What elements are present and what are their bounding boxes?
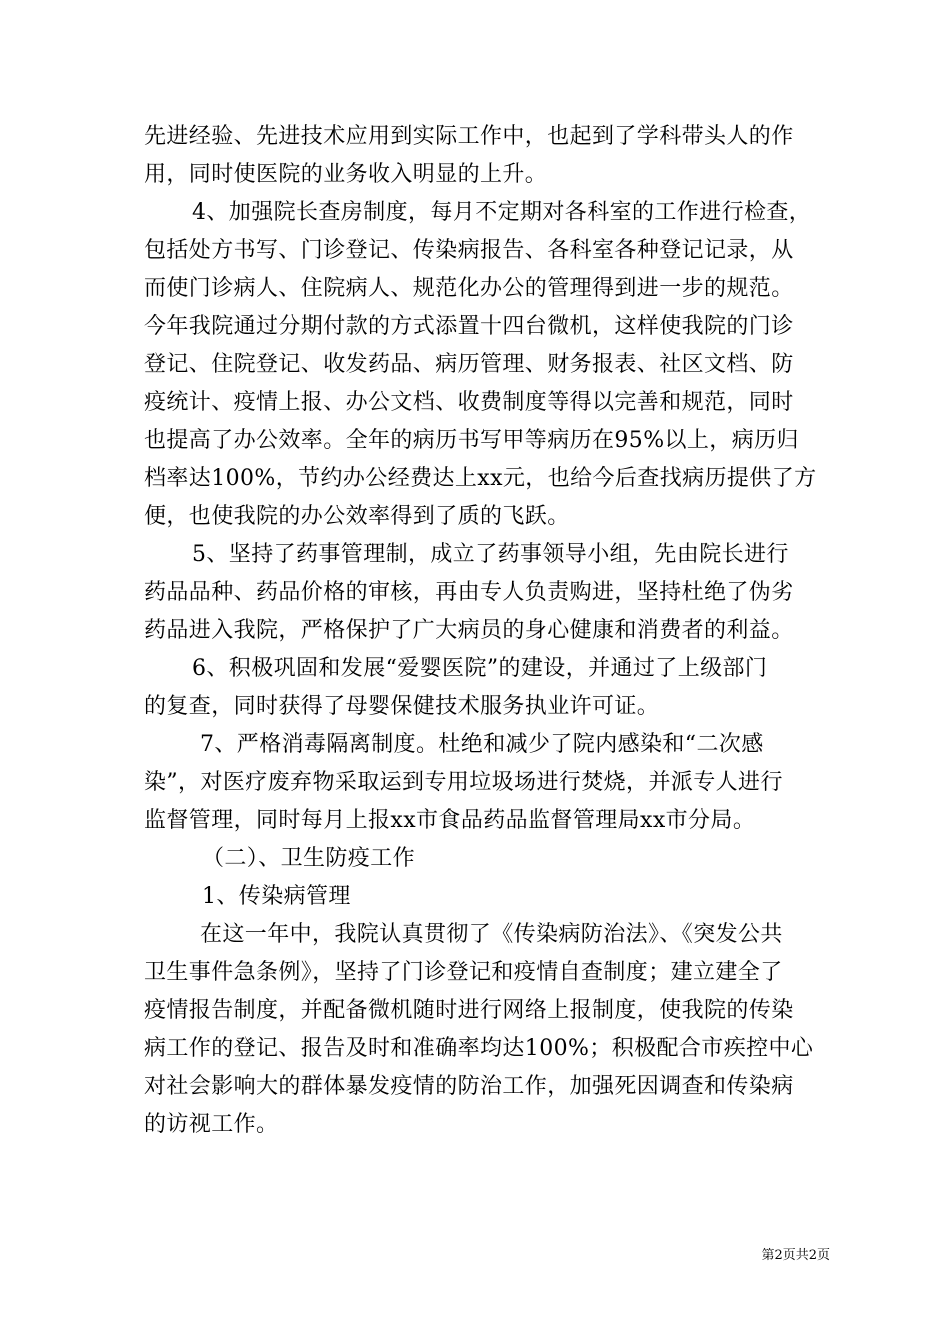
page-number: 第2页共2页 bbox=[761, 1248, 830, 1263]
text-line: 染”，对医疗废弃物采取运到专用垃圾场进行焚烧，并派专人进行 bbox=[144, 770, 783, 795]
text-line: 今年我院通过分期付款的方式添置十四台微机，这样使我院的门诊 bbox=[144, 314, 794, 339]
text-line: 4、加强院长查房制度，每月不定期对各科室的工作进行检查， bbox=[192, 200, 812, 225]
text-line: 包括处方书写、门诊登记、传染病报告、各科室各种登记记录，从 bbox=[144, 238, 794, 263]
text-line: 先进经验、先进技术应用到实际工作中，也起到了学科带头人的作 bbox=[144, 124, 794, 149]
subsection-heading: 1、传染病管理 bbox=[202, 884, 351, 909]
text-line: 6、积极巩固和发展“爱婴医院”的建设，并通过了上级部门 bbox=[192, 656, 768, 681]
text-line: 病工作的登记、报告及时和准确率均达100%；积极配合市疾控中心 bbox=[144, 1036, 814, 1061]
text-line: 登记、住院登记、收发药品、病历管理、财务报表、社区文档、防 bbox=[144, 352, 794, 377]
text-line: 的访视工作。 bbox=[144, 1112, 279, 1137]
text-line: 药品品种、药品价格的审核，再由专人负责购进，坚持杜绝了伪劣 bbox=[144, 580, 794, 605]
text-line: 对社会影响大的群体暴发疫情的防治工作，加强死因调查和传染病 bbox=[144, 1074, 794, 1099]
text-line: 5、坚持了药事管理制，成立了药事领导小组，先由院长进行 bbox=[192, 542, 789, 567]
text-line: 在这一年中，我院认真贯彻了《传染病防治法》、《突发公共 bbox=[200, 922, 783, 947]
text-line: 而使门诊病人、住院病人、规范化办公的管理得到进一步的规范。 bbox=[144, 276, 794, 301]
text-line: 7、严格消毒隔离制度。杜绝和减少了院内感染和“二次感 bbox=[200, 732, 764, 757]
text-line: 药品进入我院，严格保护了广大病员的身心健康和消费者的利益。 bbox=[144, 618, 794, 643]
text-line: 便，也使我院的办公效率得到了质的飞跃。 bbox=[144, 504, 570, 529]
text-line: 卫生事件急条例》，坚持了门诊登记和疫情自查制度；建立建全了 bbox=[144, 960, 783, 985]
text-line: 监督管理，同时每月上报xx市食品药品监督管理局xx市分局。 bbox=[144, 808, 756, 833]
text-line: 档率达100%，节约办公经费达上xx元，也给今后查找病历提供了方 bbox=[144, 466, 817, 491]
text-line: 也提高了办公效率。全年的病历书写甲等病历在95%以上，病历归 bbox=[144, 428, 799, 453]
text-line: 疫统计、疫情上报、办公文档、收费制度等得以完善和规范，同时 bbox=[144, 390, 794, 415]
text-line: 用，同时使医院的业务收入明显的上升。 bbox=[144, 162, 548, 187]
section-heading: （二）、卫生防疫工作 bbox=[202, 846, 416, 871]
text-line: 的复查，同时获得了母婴保健技术服务执业许可证。 bbox=[144, 694, 660, 719]
text-line: 疫情报告制度，并配备微机随时进行网络上报制度，使我院的传染 bbox=[144, 998, 794, 1023]
